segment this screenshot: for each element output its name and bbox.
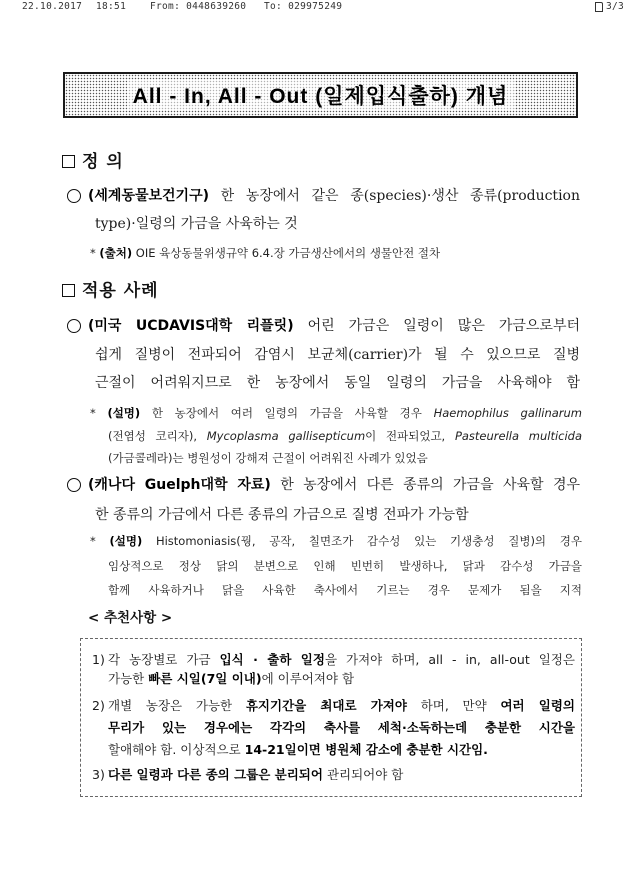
guelph-note-label: (설명) bbox=[109, 534, 143, 548]
section-heading-cases: 적용 사례 bbox=[82, 281, 159, 301]
ucdavis-note-label: (설명) bbox=[107, 406, 141, 420]
rec-item-2-text-3a: 할애해야 함. 이상적으로 bbox=[108, 742, 241, 757]
rec-item-2-text-1b: 휴지기간을 최대로 가져야 bbox=[245, 698, 407, 713]
ucdavis-note-text-1: 한 농장에서 여러 일령의 가금을 사육할 경우 bbox=[151, 406, 422, 420]
ucdavis-note-line-1 bbox=[90, 404, 582, 422]
rec-item-1-text-2a: 가능한 bbox=[108, 671, 145, 686]
rec-item-1-text-2b: 빠른 시일(7일 이내) bbox=[148, 671, 262, 686]
source-note bbox=[90, 244, 440, 262]
definition-source-label: (세계동물보건기구) bbox=[88, 188, 209, 204]
rec-item-3-text-b: 관리되어야 함 bbox=[326, 767, 404, 782]
ucdavis-label: (미국 UCDAVIS대학 리플릿) bbox=[88, 318, 294, 334]
definition-text-1: 한 농장에서 같은 종(species)·생산 종류(production bbox=[220, 188, 580, 204]
recommendations-title: < 추천사항 > bbox=[88, 610, 173, 626]
rec-item-2-text-1a: 개별 농장은 가능한 bbox=[108, 698, 233, 713]
section-heading-definition: 정 의 bbox=[82, 152, 124, 172]
definition-text-2: type)·일령의 가금을 사육하는 것 bbox=[95, 216, 298, 232]
guelph-text-2: 한 종류의 가금에서 다른 종류의 가금으로 질병 전파가 가능함 bbox=[95, 507, 469, 523]
rec-item-2-text-2: 무리가 있는 경우에는 각각의 축사를 세척·소독하는데 충분한 시간을 bbox=[108, 720, 575, 735]
fax-from: From: 0448639260 bbox=[150, 1, 247, 12]
checkbox-square-icon bbox=[62, 155, 75, 168]
bullet-circle-icon bbox=[67, 319, 81, 333]
rec-item-2-line-2 bbox=[108, 719, 575, 737]
guelph-note-text-3: 함께 사육하거나 닭을 사육한 축사에서 기르는 경우 문제가 됨을 지적 bbox=[108, 583, 582, 597]
rec-item-2-text-1c: 하며, 만약 bbox=[420, 698, 487, 713]
rec-item-1-line-1 bbox=[108, 651, 575, 669]
rec-item-2-line-1 bbox=[108, 697, 575, 715]
guelph-note-text-1: Histomoniasis(꿩, 공작, 칠면조가 감수성 있는 기생충성 질병)의 경우 bbox=[155, 534, 582, 548]
fax-date: 22.10.2017 bbox=[22, 1, 83, 12]
definition-line-1 bbox=[88, 186, 580, 206]
species-haemophilus: Haemophilus gallinarum bbox=[433, 406, 583, 420]
ucdavis-note-text-3: (가금콜레라)는 병원성이 강해져 근절이 어려워진 사례가 있었음 bbox=[108, 451, 428, 465]
rec-item-2-number: 2) bbox=[92, 698, 105, 713]
ucdavis-line-2 bbox=[95, 345, 580, 365]
guelph-line-2 bbox=[95, 505, 469, 525]
ucdavis-note-text-2b: 이 전파되었고, bbox=[365, 429, 446, 443]
rec-item-3-text-a: 다른 일령과 다른 종의 그룹은 분리되어 bbox=[108, 767, 323, 782]
rec-item-2-text-1d: 여러 일령의 bbox=[500, 698, 575, 713]
definition-line-2 bbox=[95, 214, 298, 234]
guelph-note-line-2 bbox=[108, 557, 582, 575]
ucdavis-line-1 bbox=[88, 316, 580, 336]
species-mycoplasma: Mycoplasma gallisepticum bbox=[206, 429, 366, 443]
ucdavis-line-3 bbox=[95, 373, 580, 393]
species-pasteurella: Pasteurella multicida bbox=[454, 429, 583, 443]
rec-item-1-line-2 bbox=[108, 670, 354, 688]
fax-to: To: 029975249 bbox=[264, 1, 343, 12]
rec-item-1-text-1c: 을 가져야 하며, all - in, all-out 일정은 bbox=[324, 652, 575, 667]
document-title: All - In, All - Out (일제입식출하) 개념 bbox=[127, 80, 515, 110]
note-marker: * bbox=[90, 246, 96, 260]
guelph-label: (캐나다 Guelph대학 자료) bbox=[88, 477, 271, 493]
rec-item-3-number: 3) bbox=[92, 767, 105, 782]
fax-time: 18:51 bbox=[96, 1, 127, 12]
ucdavis-text-3: 근절이 어려워지므로 한 농장에서 동일 일령의 가금을 사육해야 함 bbox=[95, 375, 580, 391]
source-note-text: OIE 육상동물위생규약 6.4.장 가금생산에서의 생물안전 절차 bbox=[135, 246, 441, 260]
page-icon bbox=[595, 2, 603, 12]
title-box bbox=[63, 72, 578, 118]
note-marker: * bbox=[90, 534, 96, 548]
checkbox-square-icon bbox=[62, 284, 75, 297]
rec-item-1-number: 1) bbox=[92, 652, 105, 667]
guelph-note-line-3 bbox=[108, 581, 582, 599]
source-note-label: (출처) bbox=[99, 246, 133, 260]
rec-item-1-text-1a: 각 농장별로 가금 bbox=[108, 652, 211, 667]
bullet-circle-icon bbox=[67, 478, 81, 492]
bullet-circle-icon bbox=[67, 189, 81, 203]
ucdavis-note-text-2a: (전염성 코리자), bbox=[108, 429, 198, 443]
guelph-text-1: 한 농장에서 다른 종류의 가금을 사육할 경우 bbox=[280, 477, 581, 493]
rec-item-1-text-2c: 에 이루어져야 함 bbox=[261, 671, 355, 686]
ucdavis-note-line-2 bbox=[108, 427, 582, 445]
guelph-note-text-2: 임상적으로 정상 닭의 분변으로 인해 빈번히 발생하나, 닭과 감수성 가금을 bbox=[108, 559, 582, 573]
rec-item-2-line-3 bbox=[108, 741, 488, 759]
rec-item-2-text-3b: 14-21일이면 병원체 감소에 충분한 시간임. bbox=[244, 742, 488, 757]
guelph-note-line-1 bbox=[90, 532, 582, 550]
rec-item-3-line-1 bbox=[108, 766, 403, 784]
ucdavis-text-1: 어린 가금은 일령이 많은 가금으로부터 bbox=[307, 318, 580, 334]
note-marker: * bbox=[90, 406, 96, 420]
ucdavis-text-2: 쉽게 질병이 전파되어 감염시 보균체(carrier)가 될 수 있으므로 질병 bbox=[95, 347, 580, 363]
fax-page-number: 3/3 bbox=[606, 1, 625, 12]
ucdavis-note-line-3 bbox=[108, 449, 428, 467]
rec-item-1-text-1b: 입식 · 출하 일정 bbox=[219, 652, 325, 667]
guelph-line-1 bbox=[88, 475, 580, 495]
